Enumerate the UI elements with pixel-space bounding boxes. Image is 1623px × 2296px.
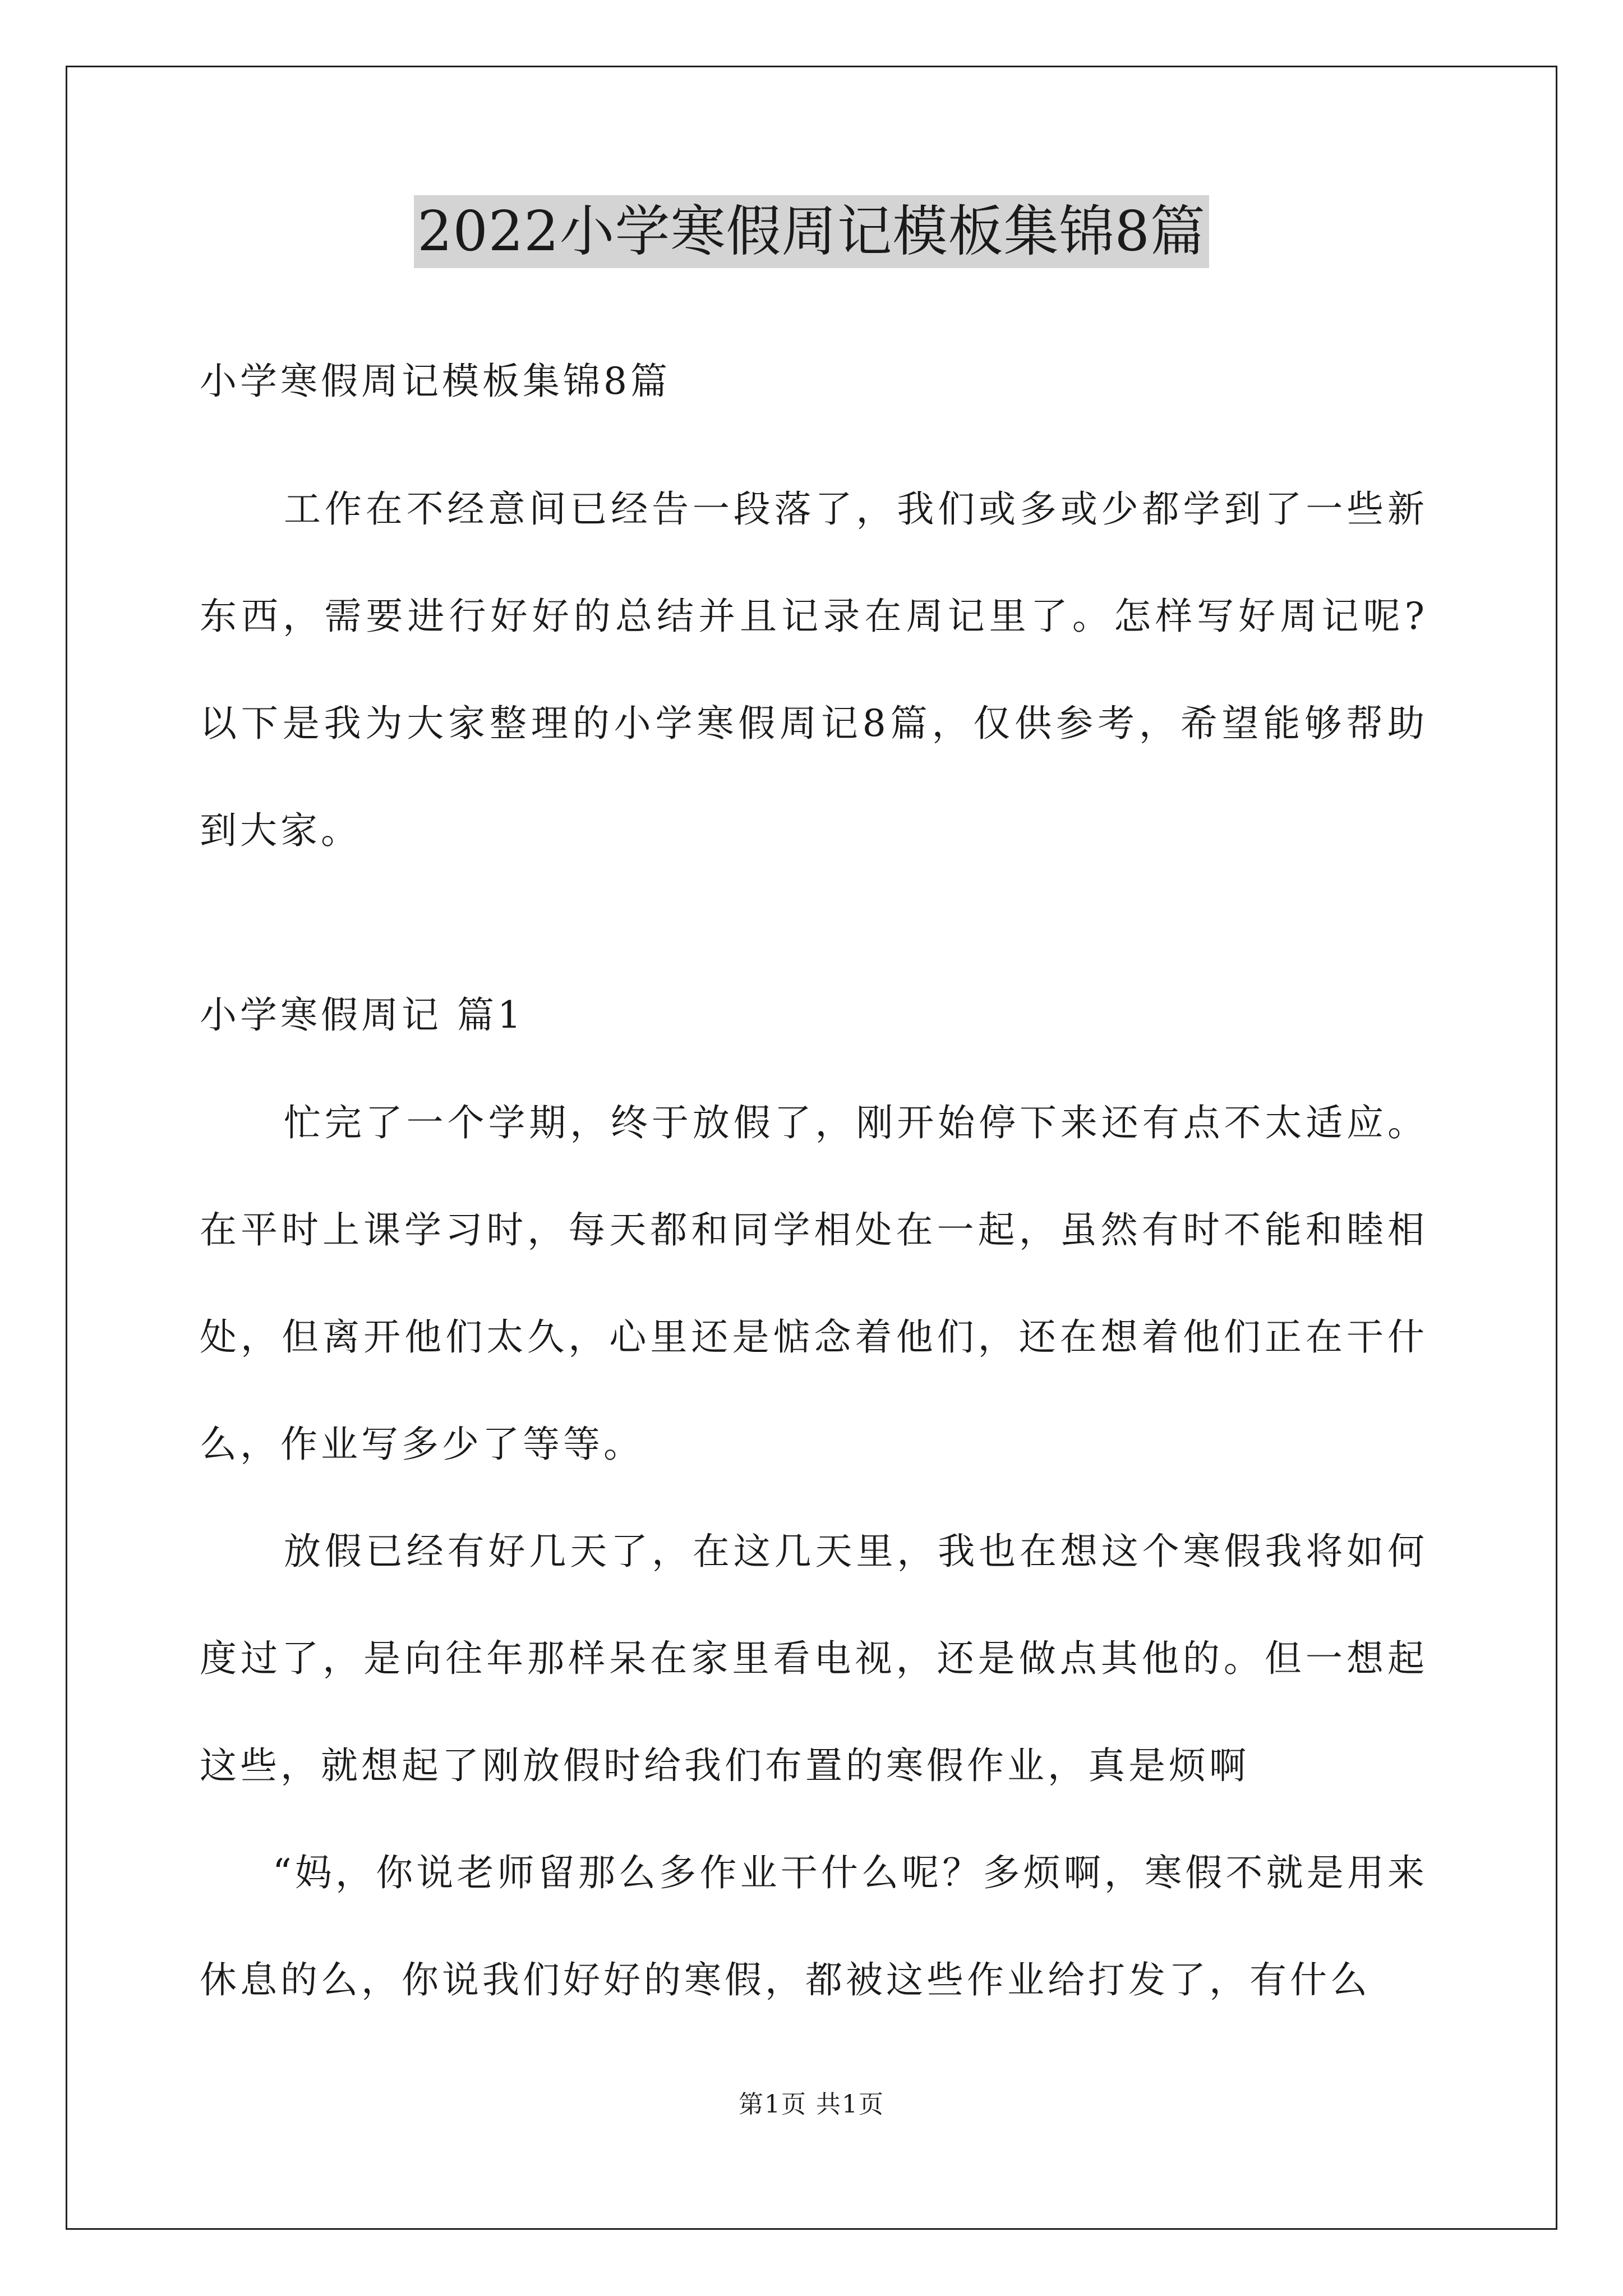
document-title-text: 2022小学寒假周记模板集锦8篇: [414, 195, 1209, 268]
page-footer: 第1页 共1页: [739, 2090, 884, 2119]
section-paragraph: 忙完了一个学期，终于放假了，刚开始停下来还有点不太适应。在平时上课学习时，每天都和同学相处在一起，虽然有时不能和睦相处，但离开他们太久，心里还是惦念着他们，还在想着他们正在干什么，作业写多少了等等。: [200, 1101, 1428, 1466]
intro-paragraph: 工作在不经意间已经告一段落了，我们或多或少都学到了一些新东西，需要进行好好的总结并且记录在周记里了。怎样写好周记呢?以下是我为大家整理的小学寒假周记8篇，仅供参考，希望能够帮助到大家。: [200, 487, 1428, 852]
section-paragraph: “妈，你说老师留那么多作业干什么呢？多烦啊，寒假不就是用来休息的么，你说我们好好的寒假，都被这些作业给打发了，有什么: [200, 1851, 1428, 2001]
section-1: [200, 993, 1428, 2033]
document-title: [0, 195, 1623, 268]
document-subtitle: 小学寒假周记模板集锦8篇: [200, 360, 671, 403]
intro-section: [200, 455, 1428, 884]
section-paragraph: 放假已经有好几天了，在这几天里，我也在想这个寒假我将如何度过了，是向往年那样呆在家里看电视，还是做点其他的。但一想起这些，就想起了刚放假时给我们布置的寒假作业，真是烦啊: [200, 1530, 1428, 1787]
section-heading: 小学寒假周记 篇1: [200, 993, 524, 1037]
